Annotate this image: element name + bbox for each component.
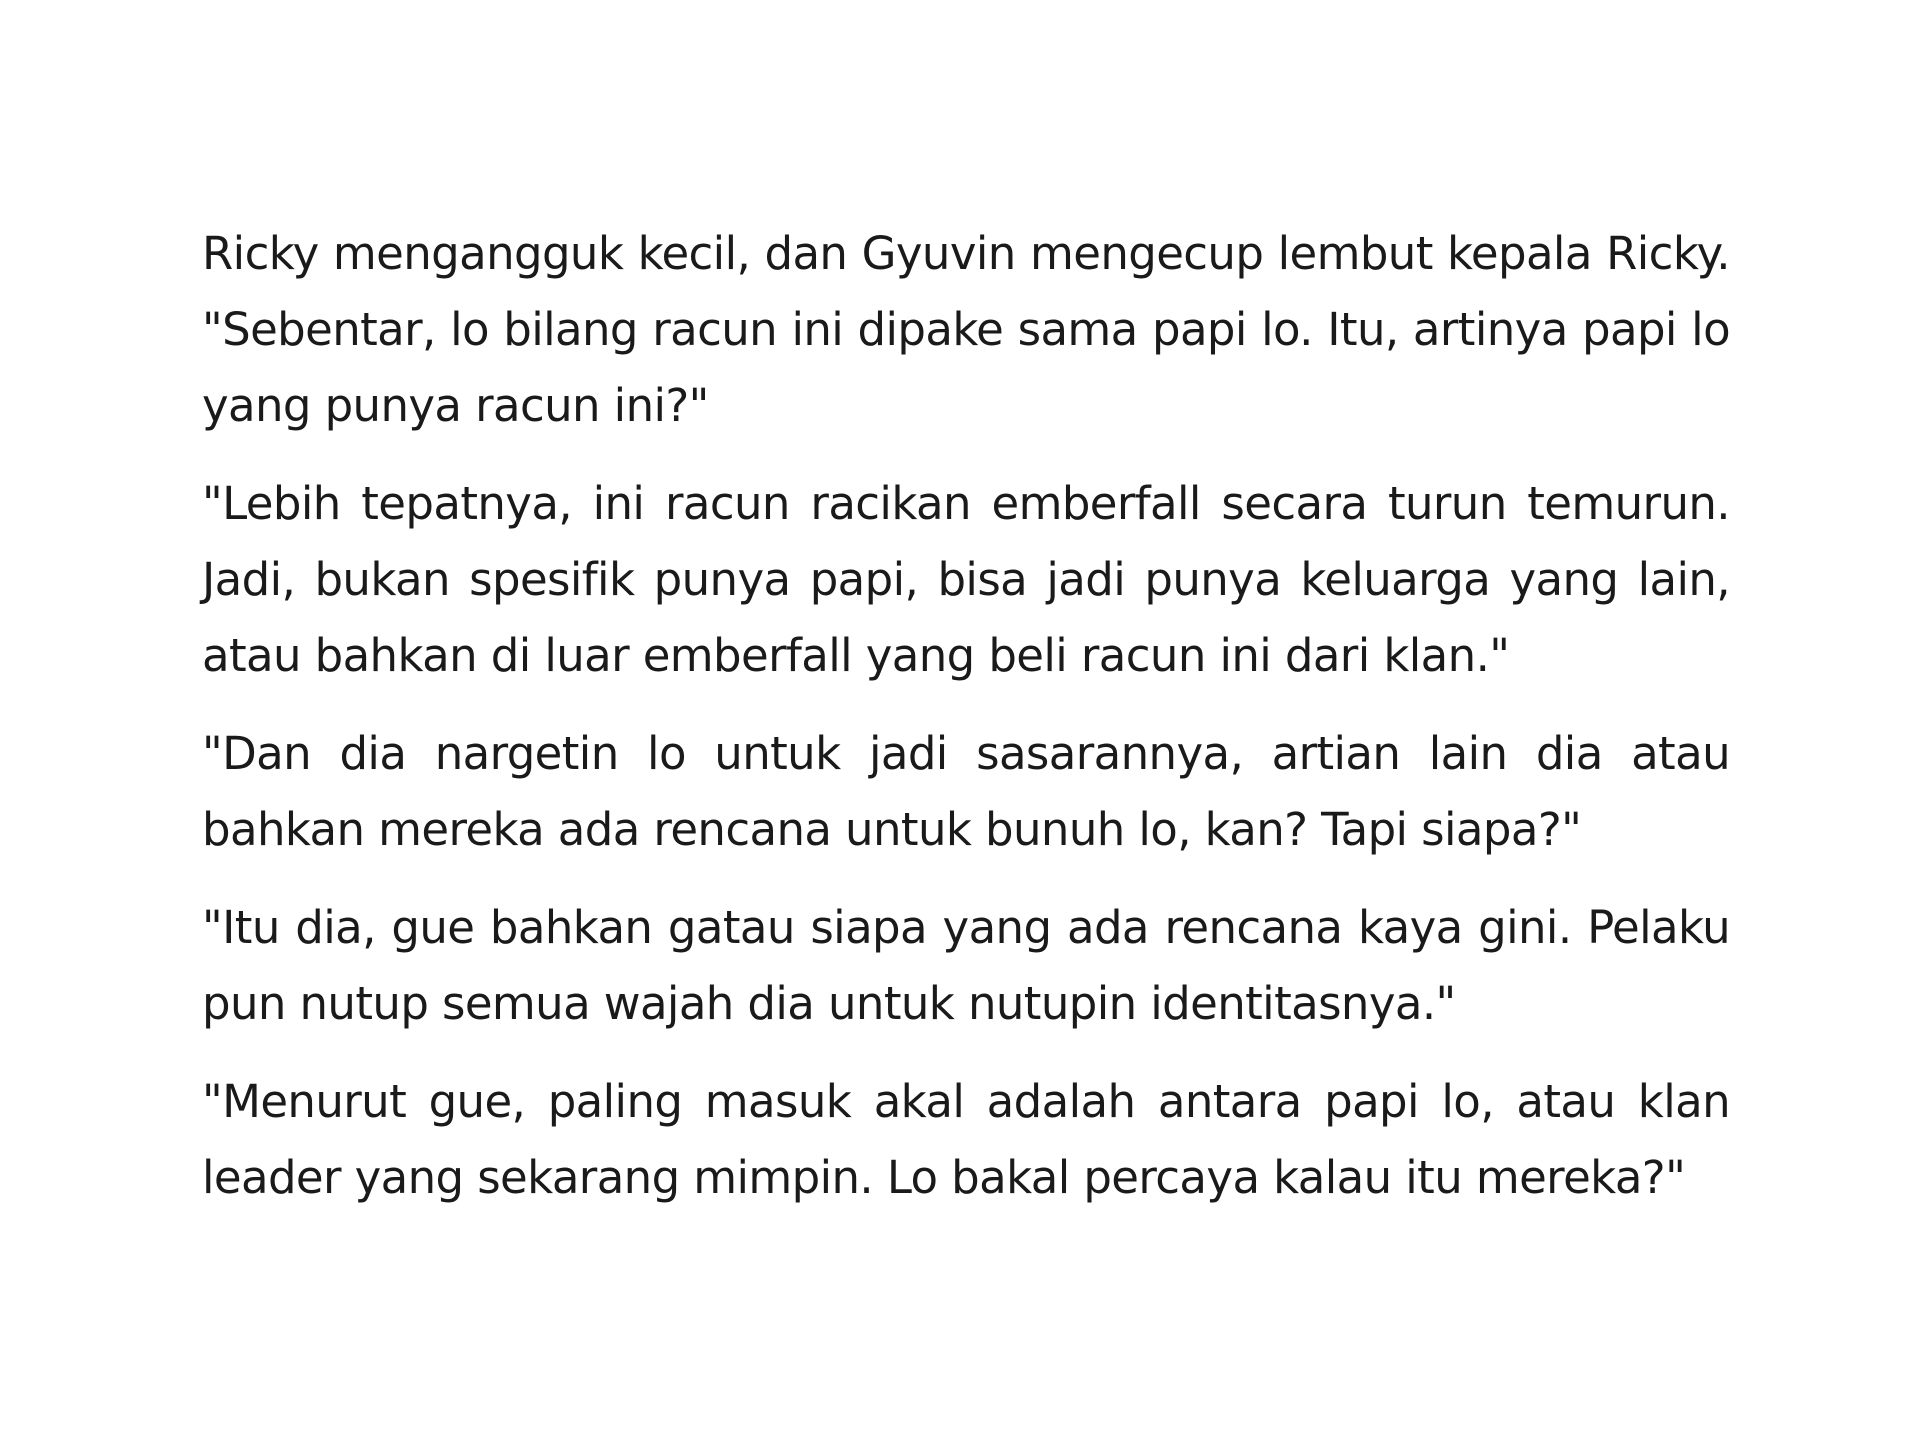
paragraph-4: "Itu dia, gue bahkan gatau siapa yang ada rencana kaya gini. Pelaku pun nutup semua wajah dia untuk nutupin identitasnya." <box>202 901 1730 1030</box>
paragraph-1: Ricky mengangguk kecil, dan Gyuvin mengecup lembut kepala Ricky. "Sebentar, lo bilang racun ini dipake sama papi lo. Itu, artinya papi lo yang punya racun ini?" <box>202 227 1730 432</box>
paragraph-3: "Dan dia nargetin lo untuk jadi sasarannya, artian lain dia atau bahkan mereka ada rencana untuk bunuh lo, kan? Tapi siapa?" <box>202 727 1730 856</box>
paragraph-2: "Lebih tepatnya, ini racun racikan emberfall secara turun temurun. Jadi, bukan spesifik punya papi, bisa jadi punya keluarga yang lain, atau bahkan di luar emberfall yang beli racun ini dari klan." <box>202 477 1730 682</box>
document-page <box>202 216 1730 1238</box>
paragraph-5: "Menurut gue, paling masuk akal adalah antara papi lo, atau klan leader yang sekarang mimpin. Lo bakal percaya kalau itu mereka?" <box>202 1075 1730 1204</box>
